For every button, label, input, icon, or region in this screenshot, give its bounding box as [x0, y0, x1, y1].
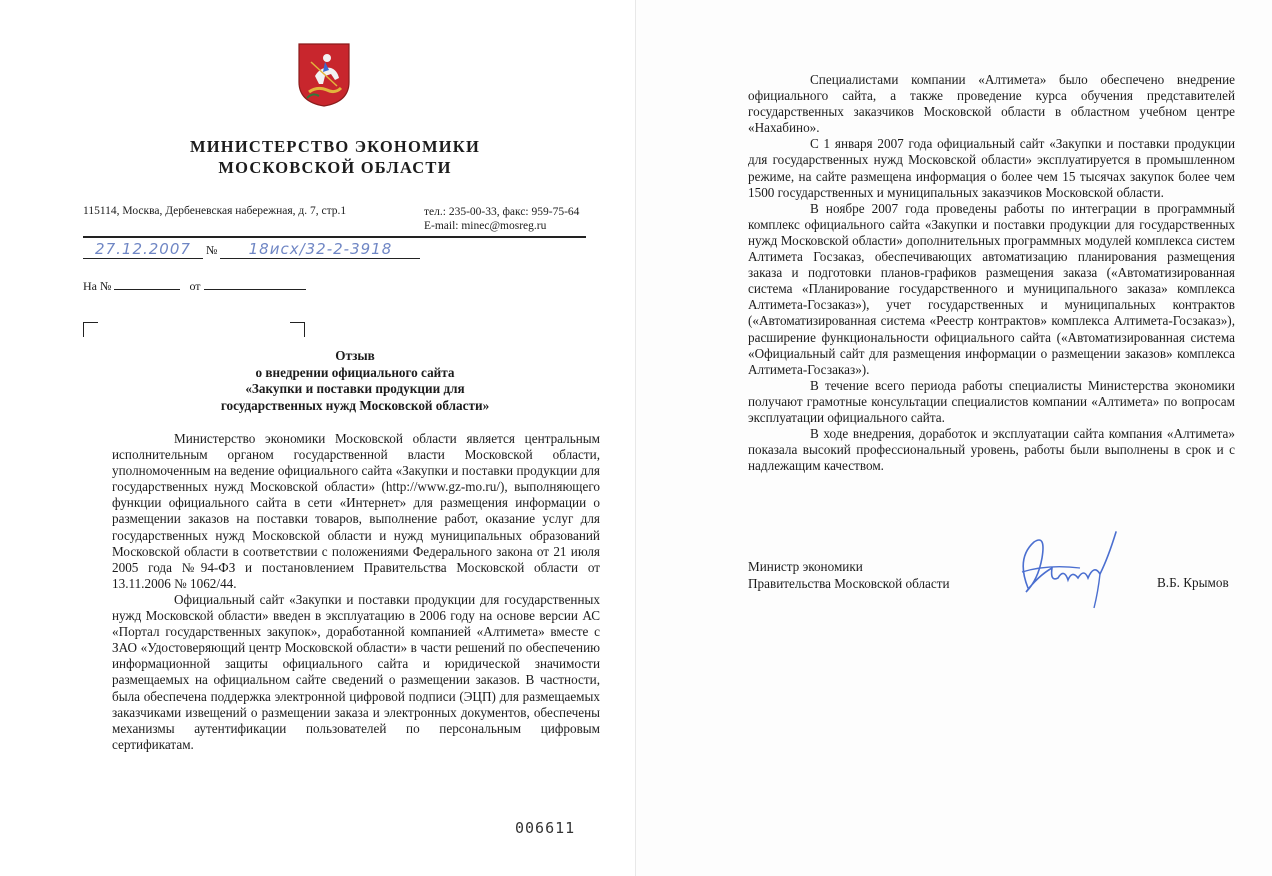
header-rule [83, 236, 586, 238]
ministry-line-1: МИНИСТЕРСТВО ЭКОНОМИКИ [189, 137, 481, 156]
registration-line [83, 240, 420, 259]
signer-position [748, 558, 950, 592]
na-blank [114, 279, 180, 290]
number-sign: № [206, 243, 218, 257]
left-body-text [112, 431, 600, 753]
paragraph: В течение всего периода работы специалисты Министерства экономики получают грамотные консультации специалистов компании «Алтимета» по вопросам эксплуатации официального сайта. [748, 377, 1235, 425]
ot-blank [204, 279, 306, 290]
signer-position-line-2: Правительства Московской области [748, 576, 950, 591]
title-line-4: государственных нужд Московской области» [220, 397, 490, 413]
title-line-2: о внедрении официального сайта [255, 364, 455, 380]
document-title [150, 348, 560, 414]
ministry-address: 115114, Москва, Дербеневская набережная, д. 7, стр.1 [83, 205, 347, 217]
coat-of-arms-icon [297, 42, 351, 108]
na-label: На № [83, 279, 112, 293]
document-serial-number: 006611 [515, 819, 576, 837]
email: E-mail: minec@mosreg.ru [424, 220, 547, 232]
signer-position-line-1: Министр экономики [748, 559, 863, 574]
paragraph: Министерство экономики Московской области является центральным исполнительным органом государственной власти Московской области, уполномоченным на ведение официального сайта «Закупки и поставки продукции для государственных нужд Московской области» (http://www.gz-mo.ru/), выполняющего функции официального сайта в сети «Интернет» для размещения информации о размещении заказов на поставки товаров, выполнение работ, оказание услуг для государственных нужд Московской области и нужд муниципальных образований Московской области в соответствии с положениями Федерального закона от 21 июля 2005 года №94-ФЗ и постановлением Правительства Московской области от 13.11.2006 № 1062/44. [112, 431, 600, 591]
ministry-title [150, 136, 520, 178]
paragraph: С 1 января 2007 года официальный сайт «Закупки и поставки продукции для государственных нужд Московской области» эксплуатируется в промышленном режиме, на сайте размещена информация о более чем 15 тысячах закупок более чем 1500 государственных и муниципальных заказчиков Московской области. [748, 136, 1235, 200]
right-body-text [748, 72, 1235, 474]
ministry-contacts [424, 205, 579, 233]
signature-icon [1008, 528, 1126, 614]
signer-name: В.Б. Крымов [1157, 575, 1229, 590]
paragraph: В ходе внедрения, доработок и эксплуатации сайта компания «Алтимета» показала высокий профессиональный уровень, работы были выполнены в срок и с надлежащим качеством. [748, 426, 1235, 474]
ministry-line-2: МОСКОВСКОЙ ОБЛАСТИ [218, 158, 452, 177]
paragraph: В ноябре 2007 года проведены работы по интеграции в программный комплекс официального сайта «Закупки и поставки продукции для государственных нужд Московской области» дополнительных программных модулей комплекса систем Алтимета Госзаказ, обеспечивающих автоматизацию планирования размещения заказа и подготовки планов-графиков размещения заказа («Автоматизированная система «Планирование государственного и муниципального заказа» комплекса Алтимета-Госзаказ»), учет государственных и муниципальных контрактов («Автоматизированная система «Реестр контрактов» комплекса Алтимета-Госзаказ»), расширение функциональности официального сайта («Автоматизированная система «Официальный сайт для размещения информации о размещении заказов» комплекса Алтимета-Госзаказ»). [748, 200, 1235, 377]
paragraph: Специалистами компании «Алтимета» было обеспечено внедрение официального сайта, а также проведение курса обучения представителей государственных заказчиков Московской области в областном учебном центре «Нахабино». [748, 72, 1235, 136]
registration-date: 27.12.2007 [83, 240, 203, 259]
title-line-3: «Закупки и поставки продукции для [245, 381, 465, 397]
corner-mark-right [290, 322, 305, 337]
ot-label: от [189, 279, 201, 293]
registration-number: 18исх/32-2-3918 [220, 240, 420, 259]
corner-mark-left [83, 322, 98, 337]
reference-line [83, 279, 306, 294]
title-line-1: Отзыв [335, 348, 375, 363]
phone-fax: тел.: 235-00-33, факс: 959-75-64 [424, 206, 580, 218]
paragraph: Официальный сайт «Закупки и поставки продукции для государственных нужд Московской области» введен в эксплуатацию в 2006 году на основе версии АС «Портал государственных закупок», доработанной компанией «Алтимета» вместе с ЗАО «Удостоверяющий центр Московской области» в части решений по обеспечению информационной защиты официального сайта и юридической значимости размещаемых на официальном сайте сведений о размещении заказов. В частности, была обеспечена поддержка электронной цифровой подписи (ЭЦП) для размещаемых заказчиками извещений о размещении заказа и электронных документов, обеспечены механизмы аутентификации пользователей по персональным цифровым сертификатам. [112, 591, 600, 752]
